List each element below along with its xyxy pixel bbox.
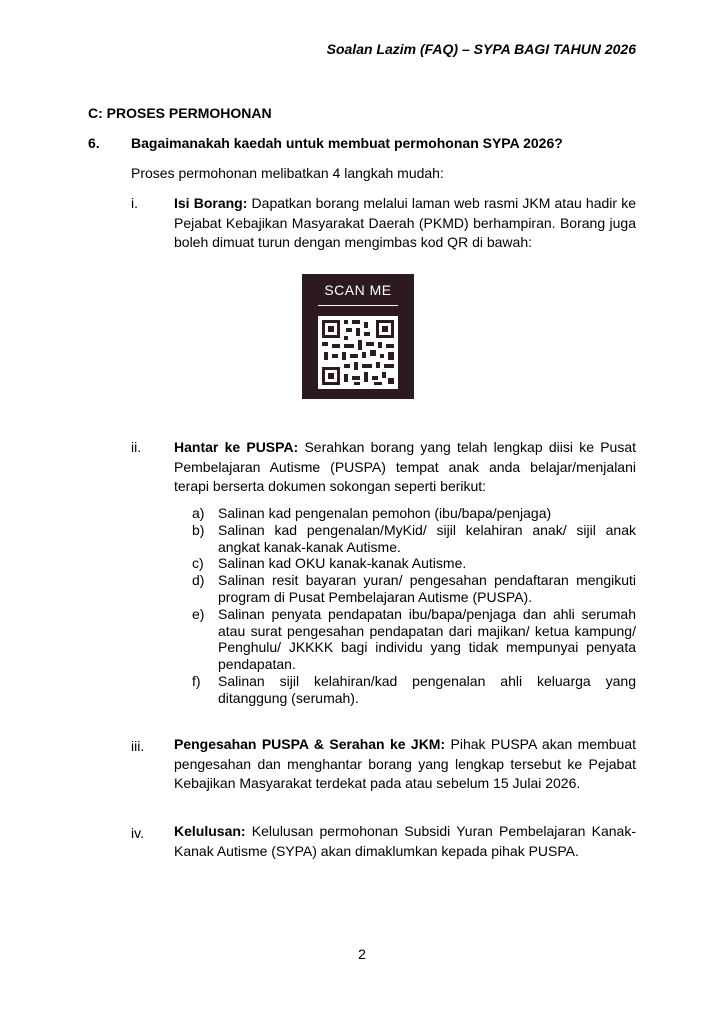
step-text	[174, 735, 636, 794]
step-number: iv.	[131, 825, 144, 841]
page-header: Soalan Lazim (FAQ) – SYPA BAGI TAHUN 2026	[326, 41, 636, 57]
document-list	[192, 505, 636, 707]
question-number: 6.	[88, 135, 100, 151]
question-intro: Proses permohonan melibatkan 4 langkah mudah:	[131, 165, 444, 181]
list-item-letter: c)	[192, 555, 204, 572]
list-item-text: Salinan kad OKU kanak-kanak Autisme.	[218, 555, 467, 572]
list-item-text: Salinan penyata pendapatan ibu/bapa/penjaga dan ahli serumah atau surat pengesahan pendapatan dari majikan/ ketua kampung/ Penghulu/ JKKKK bagi individu yang tidak mempunyai penyata pendapatan.	[218, 605, 636, 673]
list-item	[192, 572, 636, 606]
step-text	[174, 822, 636, 861]
list-item-letter: d)	[192, 572, 205, 589]
list-item-text: Salinan kad pengenalan/MyKid/ sijil kelahiran anak/ sijil anak angkat kanak-kanak Autisme.	[218, 521, 636, 555]
step-title: Pengesahan PUSPA & Serahan ke JKM:	[174, 736, 446, 752]
list-item-letter: a)	[192, 505, 205, 521]
list-item	[192, 606, 636, 673]
qr-code-card	[302, 274, 414, 399]
list-item-text: Salinan sijil kelahiran/kad pengenalan ahli keluarga yang ditanggung (serumah).	[218, 672, 636, 706]
list-item-letter: b)	[192, 521, 205, 538]
step-description: Pihak PUSPA akan membuat pengesahan dan menghantar borang yang lengkap tersebut ke Pejabat Kebajikan Masyarakat terdekat pada atau sebelum 15 Julai 2026.	[174, 736, 636, 791]
question-text: Bagaimanakah kaedah untuk membuat permohonan SYPA 2026?	[131, 135, 563, 151]
step-description: Serahkan borang yang telah lengkap diisi ke Pusat Pembelajaran Autisme (PUSPA) tempat anak anda belajar/menjalani terapi berserta dokumen sokongan seperti berikut:	[174, 439, 636, 494]
qr-code-icon	[318, 316, 398, 389]
list-item-text: Salinan resit bayaran yuran/ pengesahan pendaftaran mengikuti program di Pusat Pembelajaran Autisme (PUSPA).	[218, 572, 636, 605]
step-title: Kelulusan:	[174, 823, 246, 839]
step-title: Hantar ke PUSPA:	[174, 439, 299, 455]
list-item-letter: f)	[192, 672, 201, 689]
step-description: Kelulusan permohonan Subsidi Yuran Pembelajaran Kanak-Kanak Autisme (SYPA) akan dimaklumkan kepada pihak PUSPA.	[174, 823, 636, 859]
list-item	[192, 505, 636, 522]
step-text	[174, 438, 636, 497]
list-item-text: Salinan kad pengenalan pemohon (ibu/bapa/penjaga)	[218, 505, 552, 521]
qr-label: SCAN ME	[324, 282, 392, 298]
list-item	[192, 555, 636, 572]
page-number: 2	[358, 946, 366, 962]
step-text	[174, 194, 636, 253]
step-description: Dapatkan borang melalui laman web rasmi JKM atau hadir ke Pejabat Kebajikan Masyarakat Daerah (PKMD) berhampiran. Borang juga boleh dimuat turun dengan mengimbas kod QR di bawah:	[174, 195, 636, 250]
step-title: Isi Borang:	[174, 195, 248, 211]
step-number: ii.	[131, 439, 142, 455]
section-title: C: PROSES PERMOHONAN	[88, 105, 272, 121]
step-number: iii.	[131, 738, 145, 754]
qr-divider	[318, 305, 398, 306]
list-item-letter: e)	[192, 605, 205, 622]
step-number: i.	[131, 195, 138, 211]
list-item	[192, 673, 636, 707]
list-item	[192, 522, 636, 556]
